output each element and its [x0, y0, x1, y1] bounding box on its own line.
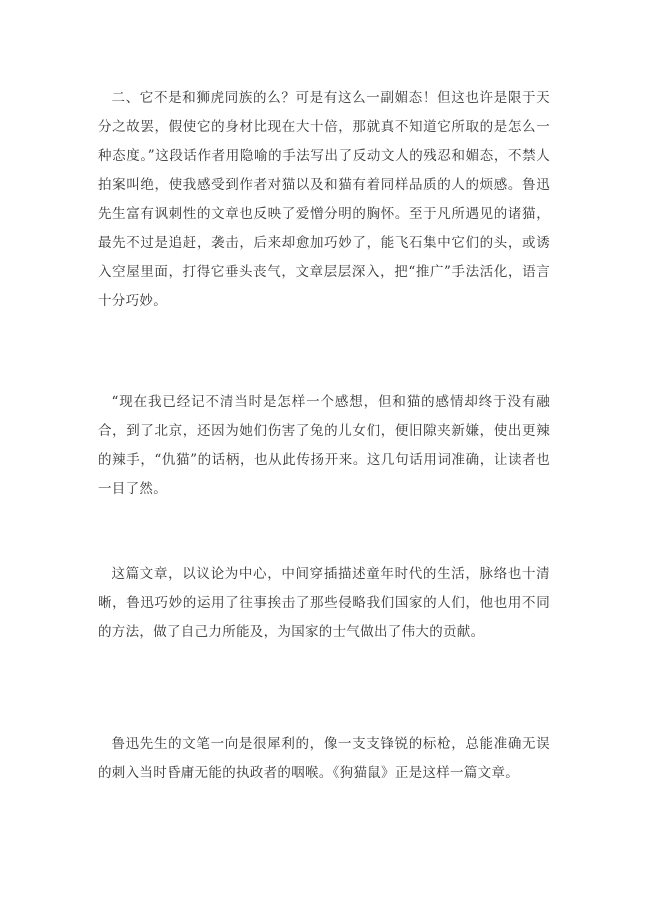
paragraph-3: 这篇文章，以议论为中心，中间穿插描述童年时代的生活，脉络也十清晰，鲁迅巧妙的运用了往事挨击了那些侵略我们国家的人们，他也用不同的方法，做了自己力所能及，为国家的士气做出了伟大的贡献。	[98, 566, 550, 640]
paragraph-2: “现在我已经记不清当时是怎样一个感想，但和猫的感情却终于没有融合，到了北京，还因为她们伤害了兔的儿女们，便旧隙夹新嫌，使出更辣的辣手，“仇猫”的话柄，也从此传扬开来。这几句话用词准确，让读者也一目了然。	[98, 394, 550, 497]
paragraph-4: 鲁迅先生的文笔一向是很犀利的，像一支支锋锐的标枪，总能准确无误的刺入当时昏庸无能的执政者的咽喉。《狗猫鼠》正是这样一篇文章。	[98, 736, 550, 781]
paragraph-1: 二、它不是和狮虎同族的么？可是有这么一副媚态！但这也许是限于天分之故罢，假使它的身材比现在大十倍，那就真不知道它所取的是怎么一种态度。”这段话作者用隐喻的手法写出了反动文人的残忍和媚态，不禁人拍案叫绝，使我感受到作者对猫以及和猫有着同样品质的人的烦感。鲁迅先生富有讽刺性的文章也反映了爱憎分明的胸怀。至于凡所遇见的诸猫，最先不过是追赶，袭击，后来却愈加巧妙了，能飞石集中它们的头，或诱入空屋里面，打得它垂头丧气，文章层层深入，把“推广”手法活化，语言十分巧妙。	[98, 90, 550, 309]
